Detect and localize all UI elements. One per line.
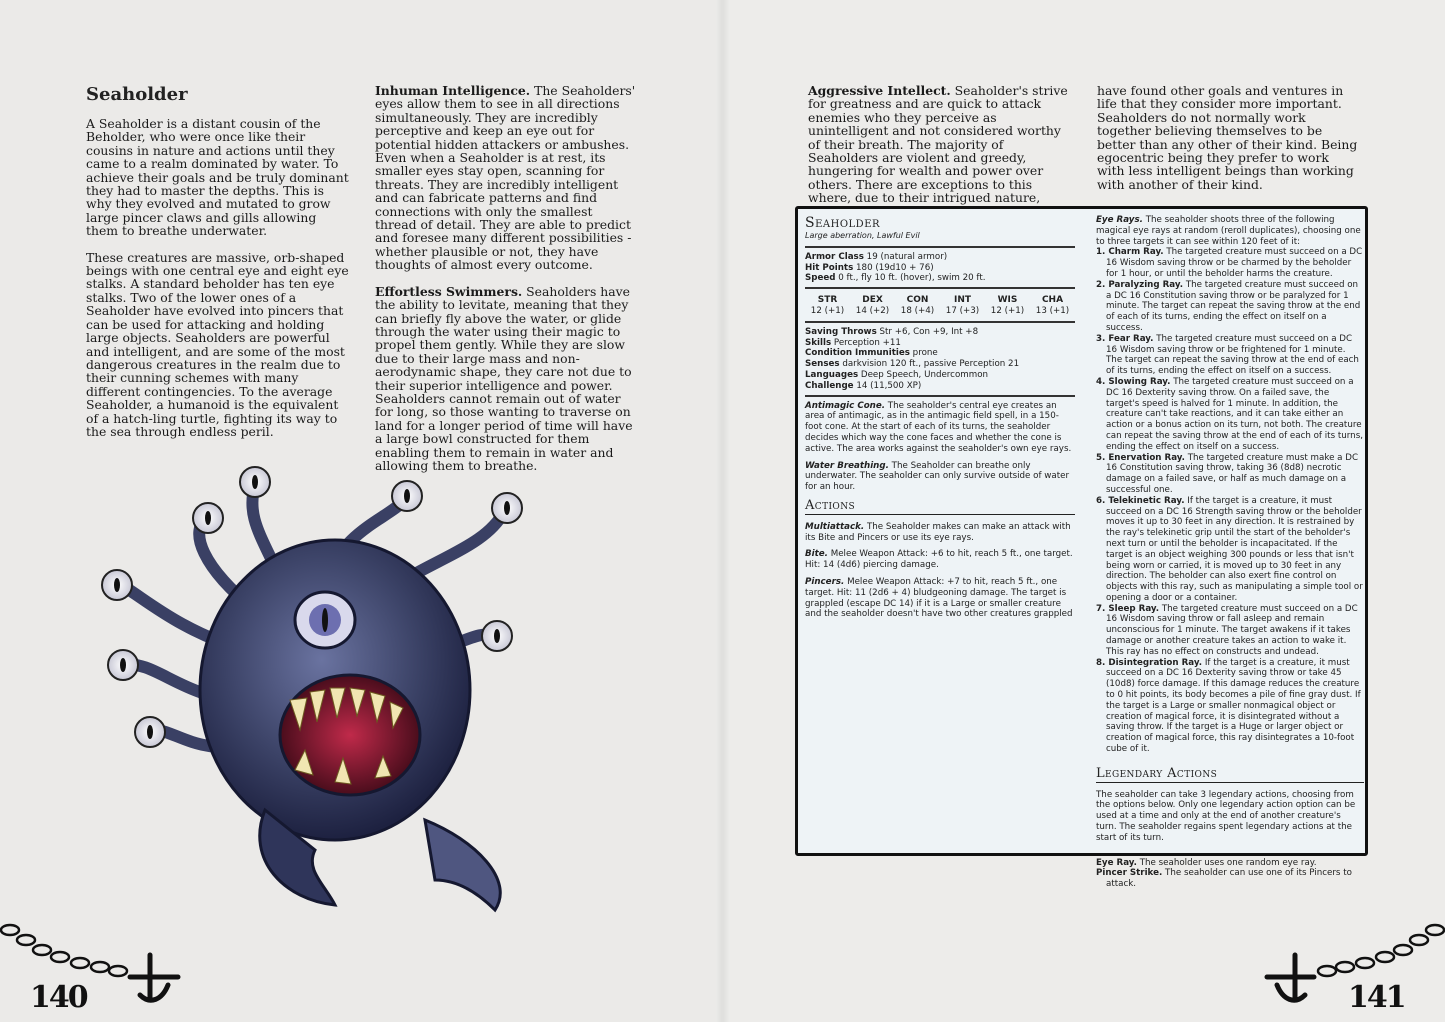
legendary-pincer-strike xyxy=(1096,868,1364,890)
ray-text: The targeted creature must succeed on a DC 16 Wisdom saving throw or fall asleep and remain unconscious for 1 minute. The target awakens if it takes damage or another creature takes an action to wake it. This ray has no effect on constructs and undead. xyxy=(1106,603,1358,657)
ability-score: 13 (+1) xyxy=(1035,305,1070,316)
ray-telekinetic xyxy=(1096,496,1364,604)
heading-aggressive-intellect: Aggressive Intellect. xyxy=(808,83,951,98)
paragraph-aggressive-intellect xyxy=(808,84,1070,218)
trait-text: The seaholder's central eye creates an area of antimagic, as in the antimagic field spell, in a 150-foot cone. At the start of each of its turns, the seaholder decides which way the cone faces and whether the cone is active. The area works against the seaholder's own eye rays. xyxy=(805,400,1072,454)
trait-water-breathing xyxy=(805,461,1075,493)
divider xyxy=(805,321,1075,323)
divider xyxy=(805,246,1075,248)
challenge xyxy=(805,381,1075,392)
ability-name: DEX xyxy=(862,295,883,306)
divider xyxy=(805,514,1075,515)
text-inhuman-intelligence: The Seaholders' eyes allow them to see in all directions simultaneously. They are incredibly perceptive and keep an eye out for potential hidden attackers or ambushes. Even when a Seaholder is at rest, its smaller eyes stay open, scanning for threats. They are incredibly intelligent and can fabricate patterns and find connections with only the smallest thread of detail. They are able to predict and foresee many different possibilities - whether plausible or not, they have thoughts of almost every outcome. xyxy=(375,83,636,273)
ray-name: 4. Slowing Ray. xyxy=(1096,376,1171,387)
senses xyxy=(805,359,1075,370)
ray-name: 1. Charm Ray. xyxy=(1096,247,1164,258)
actions-heading: Actions xyxy=(805,497,856,513)
saving-throws-value: Str +6, Con +9, Int +8 xyxy=(876,326,979,337)
page-number-left: 140 xyxy=(30,980,87,1015)
speed-value: 0 ft., fly 10 ft. (hover), swim 20 ft. xyxy=(835,273,986,284)
trait-antimagic-cone xyxy=(805,401,1075,455)
ability-score: 14 (+2) xyxy=(855,305,890,316)
ability-name: INT xyxy=(953,295,972,306)
ray-text: The targeted creature must succeed on a DC 16 Wisdom saving throw or be frightened for 1 minute. The target can repeat the saving throw at the end of each of its turns, ending the effect on itself on a success. xyxy=(1106,333,1359,377)
ability-score: 12 (+1) xyxy=(990,305,1025,316)
action-bite xyxy=(805,549,1075,571)
challenge-label: Challenge xyxy=(805,380,854,391)
right-column-2 xyxy=(1097,84,1359,204)
paragraph-continued: have found other goals and ventures in life that they consider more important. Seaholders do not normally work together believing themselves to be better than any other of their kind. Being egocentric being they prefer to work with less intelligent beings than working with another of their kind. xyxy=(1097,83,1358,192)
ability-score: 12 (+1) xyxy=(810,305,845,316)
action-name: Eye Rays. xyxy=(1096,215,1143,225)
ability-score: 18 (+4) xyxy=(900,305,935,316)
skills-value: Perception +11 xyxy=(831,337,901,348)
ability-wis xyxy=(986,295,1030,317)
text-effortless-swimmers: Seaholders have the ability to levitate, meaning that they can briefly fly above the water, or glide through the water using their magic to propel them gently. While they are slow due to their large mass and non-aerodynamic shape, they care not due to their superior intelligence and power. Seaholders cannot remain out of water for long, so those wanting to traverse on land for a longer period of time will have a large bowl constructed for them enabling them to remain in water and allowing them to breathe. xyxy=(375,283,633,473)
stat-block xyxy=(795,206,1368,890)
legendary-name: Eye Ray. xyxy=(1096,857,1137,868)
senses-label: Senses xyxy=(805,359,840,370)
seaholder-illustration xyxy=(95,460,535,920)
languages xyxy=(805,370,1075,381)
action-text: Melee Weapon Attack: +7 to hit, reach 5 ft., one target. Hit: 11 (2d6 + 4) bludgeoning damage. The target is grappled (escape DC 14) if it is a Large or smaller creature and the seaholder doesn't have two other creatures grappled xyxy=(805,576,1073,620)
condition-immunities xyxy=(805,348,1075,359)
trait-name: Water Breathing. xyxy=(805,460,889,471)
legendary-name: Pincer Strike. xyxy=(1096,868,1163,879)
ability-name: WIS xyxy=(997,295,1018,306)
stat-block-name: Seaholder xyxy=(805,215,881,231)
legendary-eye-ray xyxy=(1096,858,1364,869)
trait-name: Antimagic Cone. xyxy=(805,400,886,411)
divider xyxy=(805,395,1075,397)
page-number-right: 141 xyxy=(1348,980,1405,1015)
ability-dex xyxy=(851,295,895,317)
ray-name: 3. Fear Ray. xyxy=(1096,333,1154,344)
ray-name: 6. Telekinetic Ray. xyxy=(1096,495,1185,506)
ray-slowing xyxy=(1096,377,1364,453)
ability-cha xyxy=(1031,295,1075,317)
paragraph-effortless-swimmers xyxy=(375,285,637,473)
armor-class xyxy=(805,252,1075,263)
ray-text: The targeted creature must succeed on a DC 16 Wisdom saving throw or be charmed by the beholder for 1 hour, or until the beholder harms the creature. xyxy=(1106,247,1363,279)
ability-str xyxy=(806,295,850,317)
ray-text: The targeted creature must make a DC 16 Constitution saving throw, taking 36 (8d8) necrotic damage on a failed save, or half as much damage on a successful one. xyxy=(1106,452,1359,495)
hit-points-label: Hit Points xyxy=(805,262,854,273)
action-pincers xyxy=(805,577,1075,620)
paragraph-intro: A Seaholder is a distant cousin of the Beholder, who were once like their cousins in nature and actions until they came to a realm dominated by water. To achieve their goals and be truly dominant they had to master the depths. This is why they evolved and mutated to grow large pincer claws and gills allowing them to breathe underwater. xyxy=(86,116,349,239)
ray-name: 2. Paralyzing Ray. xyxy=(1096,279,1184,290)
ray-text: If the target is a creature, it must succeed on a DC 16 Dexterity saving throw or take 45 (10d8) force damage. If this damage reduces the creature to 0 hit points, its body becomes a pile of fine gray dust. If the target is a Large or smaller nonmagical object or creation of magical force, it is disintegrated without a saving throw. If the target is a Huge or larger object or creation of magical force, this ray disintegrates a 10-foot cube of it. xyxy=(1106,657,1361,755)
ray-paralyzing xyxy=(1096,280,1364,334)
action-text: The Seaholder makes can make an attack with its Bite and Pincers or use its eye rays. xyxy=(805,521,1071,543)
ray-enervation xyxy=(1096,453,1364,496)
ray-text: The targeted creature must succeed on a DC 16 Constitution saving throw or be paralyzed for 1 minute. The target can repeat the saving throw at the end of each of its turns, ending the effect on itself on a success. xyxy=(1106,279,1361,333)
ray-name: 7. Sleep Ray. xyxy=(1096,603,1160,614)
action-name: Bite. xyxy=(805,549,828,560)
armor-class-value: 19 (natural armor) xyxy=(863,251,948,262)
stat-block-left-column xyxy=(805,215,1075,626)
hit-points-value: 180 (19d10 + 76) xyxy=(853,262,934,273)
legendary-text: The seaholder can use one of its Pincers to attack. xyxy=(1106,868,1352,890)
languages-value: Deep Speech, Undercommon xyxy=(858,369,989,380)
ability-scores xyxy=(805,295,1075,317)
ray-name: 5. Enervation Ray. xyxy=(1096,452,1185,463)
action-eye-rays xyxy=(1096,215,1364,247)
heading-inhuman-intelligence: Inhuman Intelligence. xyxy=(375,83,531,98)
languages-label: Languages xyxy=(805,369,859,380)
ray-text: If the target is a creature, it must succeed on a DC 16 Strength saving throw or the beholder moves it up to 30 feet in any direction. It is restrained by the ray's telekinetic grip until the start of the beholder's next turn or until the beholder is incapacitated. If the target is an object weighing 300 pounds or less that isn't being worn or carried, it is moved up to 30 feet in any direction. The beholder can also exert fine control on objects with this ray, such as manipulating a simple tool or opening a door or a container. xyxy=(1106,495,1363,603)
page-title: Seaholder xyxy=(86,84,188,105)
condition-immunities-label: Condition Immunities xyxy=(805,348,910,359)
hit-points xyxy=(805,263,1075,274)
ability-name: CHA xyxy=(1041,295,1064,306)
ray-charm xyxy=(1096,247,1364,279)
ray-fear xyxy=(1096,334,1364,377)
senses-value: darkvision 120 ft., passive Perception 21 xyxy=(839,359,1020,370)
divider xyxy=(805,287,1075,289)
ability-int xyxy=(941,295,985,317)
ability-score: 17 (+3) xyxy=(945,305,980,316)
ability-name: STR xyxy=(817,295,838,306)
skills-label: Skills xyxy=(805,337,832,348)
text-aggressive-intellect: Seaholder's strive for greatness and are quick to attack enemies who they perceive as unintelligent and not considered worthy of their breath. The majority of Seaholders are violent and greedy, hungering for wealth and power over others. There are exceptions to this where, due to their intrigued nature, xyxy=(808,83,1068,206)
legendary-text: The seaholder uses one random eye ray. xyxy=(1136,857,1317,868)
saving-throws-label: Saving Throws xyxy=(805,326,877,337)
stat-block-subtitle: Large aberration, Lawful Evil xyxy=(805,231,920,240)
divider xyxy=(1096,782,1364,783)
skills xyxy=(805,338,1075,349)
heading-effortless-swimmers: Effortless Swimmers. xyxy=(375,283,523,299)
saving-throws xyxy=(805,327,1075,338)
ability-name: CON xyxy=(906,295,929,306)
paragraph-inhuman-intelligence xyxy=(375,84,637,272)
page-gutter xyxy=(716,0,730,1022)
stat-block-right-column xyxy=(1096,215,1364,890)
action-text: Melee Weapon Attack: +6 to hit, reach 5 ft., one target. Hit: 14 (4d6) piercing damage. xyxy=(805,549,1073,571)
action-multiattack xyxy=(805,522,1075,544)
speed-label: Speed xyxy=(805,273,836,284)
ray-text: The targeted creature must succeed on a DC 16 Dexterity saving throw. On a failed save, the target's speed is halved for 1 minute. In addition, the creature can't take reactions, and it can take either an action or a bonus action on its turn, not both. The creature can repeat the saving throw at the end of each of its turns, ending the effect on itself on a success. xyxy=(1106,376,1363,452)
armor-class-label: Armor Class xyxy=(805,251,864,262)
left-column-1 xyxy=(86,117,350,451)
anchor-chain-icon xyxy=(0,915,185,1005)
ray-name: 8. Disintegration Ray. xyxy=(1096,657,1203,668)
condition-immunities-value: prone xyxy=(909,348,938,359)
challenge-value: 14 (11,500 XP) xyxy=(853,380,922,391)
legendary-intro: The seaholder can take 3 legendary actions, choosing from the options below. Only one legendary action option can be used at a time and only at the end of another creature's turn. The seaholder regains spent legendary actions at the start of its turn. xyxy=(1096,789,1356,843)
action-name: Multiattack. xyxy=(805,521,865,532)
action-name: Pincers. xyxy=(805,576,845,587)
action-text: The seaholder shoots three of the following magical eye rays at random (reroll duplicates), choosing one to three targets it can see within 120 feet of it: xyxy=(1096,215,1361,247)
ability-con xyxy=(896,295,940,317)
trait-text: The Seaholder can breathe only underwater. The seaholder can only survive outside of water for an hour. xyxy=(805,460,1070,493)
left-column-2 xyxy=(375,84,637,485)
ray-sleep xyxy=(1096,604,1364,658)
speed xyxy=(805,273,1075,284)
paragraph-description: These creatures are massive, orb-shaped beings with one central eye and eight eye stalks. A standard beholder has ten eye stalks. Two of the lower ones of a Seaholder have evolved into pincers that can be used for attacking and holding large objects. Seaholders are powerful and intelligent, and are some of the most dangerous creatures in the realm due to their cunning schemes with many different contingencies. To the average Seaholder, a humanoid is the equivalent of a hatch-ling turtle, fighting its way to the sea through endless peril. xyxy=(86,249,349,439)
ray-disintegration xyxy=(1096,658,1364,755)
legendary-actions-heading: Legendary Actions xyxy=(1096,765,1218,781)
